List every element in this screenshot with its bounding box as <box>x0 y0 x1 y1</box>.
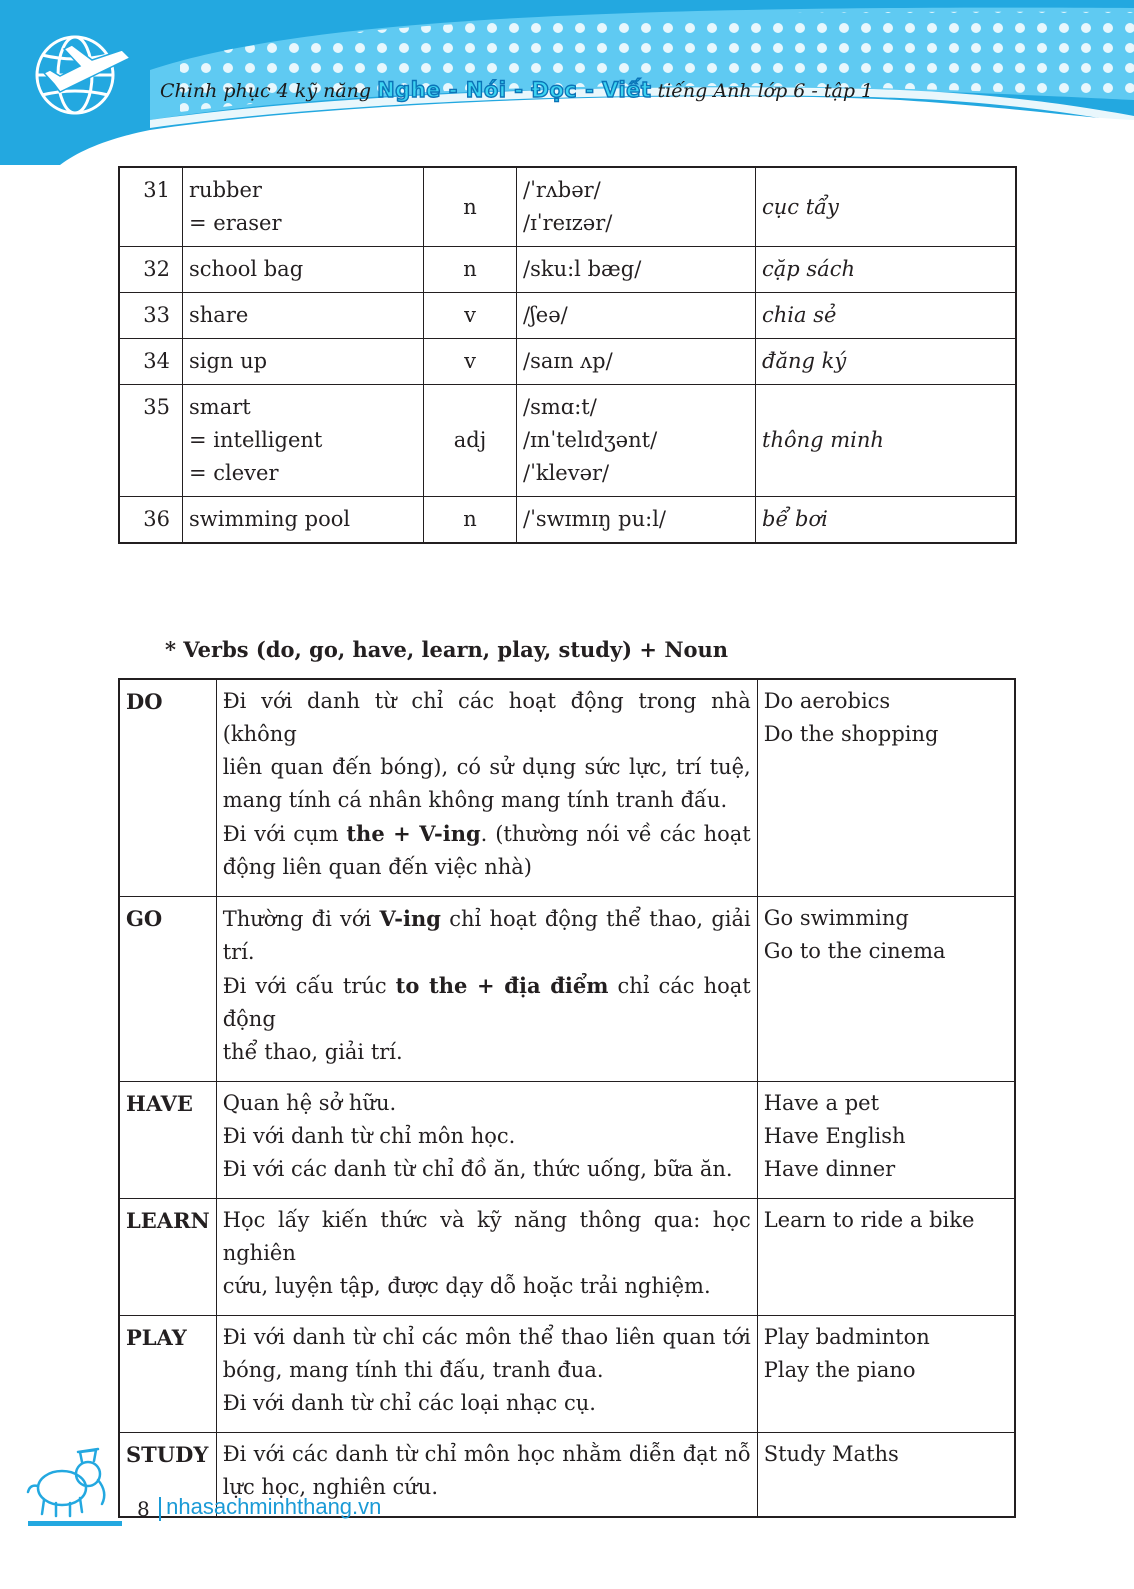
description-bold-text: the + V-ing <box>346 821 481 846</box>
verb-description-line: cứu, luyện tập, được dạy dỗ hoặc trải nghiệm. <box>222 1274 711 1298</box>
verb-description-line: Đi với các danh từ chỉ môn học nhằm diễn đạt nỗ <box>222 1442 751 1466</box>
verb-example: Play the piano <box>763 1358 916 1382</box>
vocab-part-of-speech: n <box>424 497 517 544</box>
verb-example: Do the shopping <box>763 722 939 746</box>
header-title-post: tiếng Anh lớp 6 - tập 1 <box>657 80 874 102</box>
vocab-word-line: smart <box>189 395 251 419</box>
vocab-ipa-line: /ˈrʌbər/ <box>523 178 601 202</box>
description-bold-text: to the + địa điểm <box>395 973 609 998</box>
vocab-part-of-speech: v <box>424 339 517 385</box>
vocab-part-of-speech: n <box>424 247 517 293</box>
vocab-word <box>183 497 424 544</box>
verb-example: Go swimming <box>763 906 909 930</box>
verb-description-line: Đi với các danh từ chỉ đồ ăn, thức uống, bữa ăn. <box>222 1157 733 1181</box>
description-text: chỉ các hoạt động <box>222 974 751 1031</box>
verb-description <box>216 1316 757 1433</box>
verb-description <box>216 1199 757 1316</box>
vocab-word <box>183 385 424 497</box>
verb-description-line: liên quan đến bóng), có sử dụng sức lực, trí tuệ, <box>222 755 751 779</box>
vocab-ipa-line: /ɪˈreɪzər/ <box>523 211 613 235</box>
vocab-part-of-speech: n <box>424 167 517 247</box>
description-text: chỉ hoạt động thể thao, giải trí. <box>222 907 751 964</box>
vocab-ipa-line: /saɪn ʌp/ <box>523 349 613 373</box>
vocab-meaning: đăng ký <box>756 339 1017 385</box>
page-number: 8 <box>137 1497 150 1521</box>
description-text: Đi với cấu trúc <box>222 974 396 998</box>
vocab-number: 36 <box>119 497 183 544</box>
description-text: Thường đi với <box>222 907 380 931</box>
verb-name: STUDY <box>119 1433 216 1518</box>
footer-line <box>28 1521 122 1526</box>
website-link-text[interactable]: nhasachminhthang.vn <box>166 1494 382 1519</box>
verb-description-line: lực học, nghiên cứu. <box>222 1475 438 1499</box>
vocab-row <box>119 293 1016 339</box>
vocab-ipa-line: /smɑ:t/ <box>523 395 597 419</box>
description-bold-text: V-ing <box>379 906 441 931</box>
vocab-part-of-speech: v <box>424 293 517 339</box>
verb-name: DO <box>119 679 216 897</box>
vocab-word-line: school bag <box>189 257 304 281</box>
vocab-ipa-line: /ʃeə/ <box>523 303 568 327</box>
vocab-row <box>119 247 1016 293</box>
verb-description <box>216 897 757 1082</box>
vocab-word <box>183 247 424 293</box>
vocab-pronunciation <box>517 167 756 247</box>
header-title <box>160 78 873 102</box>
verbs-table <box>118 678 1016 1518</box>
vocab-number: 33 <box>119 293 183 339</box>
vocab-word-line: = clever <box>189 461 279 485</box>
verb-name: GO <box>119 897 216 1082</box>
vocab-pronunciation <box>517 385 756 497</box>
vocab-row <box>119 497 1016 544</box>
verb-description-line <box>223 902 751 969</box>
vocab-meaning: chia sẻ <box>756 293 1017 339</box>
vocab-word <box>183 293 424 339</box>
verb-description-line: mang tính cá nhân không mang tính tranh đấu. <box>222 788 728 812</box>
verb-description-line: thể thao, giải trí. <box>222 1040 403 1064</box>
elephant-logo-icon <box>22 1440 112 1520</box>
vocab-ipa-line: /sku:l bæg/ <box>523 257 642 281</box>
vocab-word-line: share <box>189 303 249 327</box>
vocab-ipa-line: /ˈklevər/ <box>523 461 610 485</box>
vocab-meaning: bể bơi <box>756 497 1017 544</box>
verb-description-line: Đi với danh từ chỉ các môn thể thao liên quan tới <box>222 1325 751 1349</box>
verb-description-line: Đi với danh từ chỉ các loại nhạc cụ. <box>222 1391 596 1415</box>
verb-row <box>119 897 1015 1082</box>
vocab-number: 31 <box>119 167 183 247</box>
vocab-number: 35 <box>119 385 183 497</box>
vocab-word-line: swimming pool <box>189 507 351 531</box>
verb-example: Have English <box>763 1124 906 1148</box>
vocab-row <box>119 339 1016 385</box>
vocab-pronunciation <box>517 247 756 293</box>
verb-description-line <box>223 969 751 1036</box>
verb-example: Learn to ride a bike <box>763 1208 975 1232</box>
vocab-word <box>183 167 424 247</box>
verb-example: Have a pet <box>763 1091 880 1115</box>
verb-name: HAVE <box>119 1082 216 1199</box>
header-title-highlight: Nghe - Nói - Đọc - Viết <box>377 78 652 102</box>
verb-description-line: Quan hệ sở hữu. <box>222 1091 397 1115</box>
verb-description-line <box>223 817 751 851</box>
vocab-meaning: cục tẩy <box>756 167 1017 247</box>
verb-row <box>119 1199 1015 1316</box>
vocab-word-line: rubber <box>189 178 262 202</box>
verb-row <box>119 1082 1015 1199</box>
vocab-ipa-line: /ˈswɪmɪŋ pu:l/ <box>523 507 666 531</box>
vocab-row <box>119 385 1016 497</box>
vocab-meaning: thông minh <box>756 385 1017 497</box>
vocab-word-line: sign up <box>189 349 268 373</box>
verb-description <box>216 679 757 897</box>
vocab-word-line: = intelligent <box>189 428 323 452</box>
vocab-ipa-line: /ɪnˈtelɪdʒənt/ <box>523 428 658 452</box>
verb-description-line: Đi với danh từ chỉ môn học. <box>222 1124 516 1148</box>
vocab-meaning: cặp sách <box>756 247 1017 293</box>
verb-examples <box>757 1433 1015 1518</box>
vocab-word <box>183 339 424 385</box>
verb-description-line: động liên quan đến việc nhà) <box>222 855 532 879</box>
vocab-word-line: = eraser <box>189 211 282 235</box>
verb-examples <box>757 679 1015 897</box>
verb-example: Have dinner <box>763 1157 896 1181</box>
verb-name: LEARN <box>119 1199 216 1316</box>
verbs-section-title: * Verbs (do, go, have, learn, play, study) + Noun <box>165 637 729 662</box>
vocab-number: 34 <box>119 339 183 385</box>
verb-description-line: Học lấy kiến thức và kỹ năng thông qua: học nghiên <box>222 1208 751 1265</box>
page-header <box>0 0 1134 165</box>
website-link[interactable] <box>160 1494 381 1520</box>
verb-example: Play badminton <box>763 1325 930 1349</box>
vocab-pronunciation <box>517 339 756 385</box>
vocab-pronunciation <box>517 497 756 544</box>
verb-examples <box>757 1199 1015 1316</box>
verb-description-line: Đi với danh từ chỉ các hoạt động trong nhà (không <box>222 689 751 746</box>
verb-row <box>119 1316 1015 1433</box>
verb-examples <box>757 897 1015 1082</box>
verb-description-line: bóng, mang tính thi đấu, tranh đua. <box>222 1358 604 1382</box>
vocab-pronunciation <box>517 293 756 339</box>
verb-examples <box>757 1316 1015 1433</box>
vocab-part-of-speech: adj <box>424 385 517 497</box>
verb-examples <box>757 1082 1015 1199</box>
description-text: . (thường nói về các hoạt <box>480 822 751 846</box>
verb-name: PLAY <box>119 1316 216 1433</box>
vocab-number: 32 <box>119 247 183 293</box>
description-text: Đi với cụm <box>222 822 347 846</box>
verb-row <box>119 679 1015 897</box>
verb-example: Study Maths <box>763 1442 899 1466</box>
vocab-row <box>119 167 1016 247</box>
verb-description <box>216 1082 757 1199</box>
header-title-pre: Chinh phục 4 kỹ năng <box>160 80 372 102</box>
vocabulary-table <box>118 166 1017 544</box>
verb-example: Go to the cinema <box>763 939 946 963</box>
verb-example: Do aerobics <box>763 689 891 713</box>
